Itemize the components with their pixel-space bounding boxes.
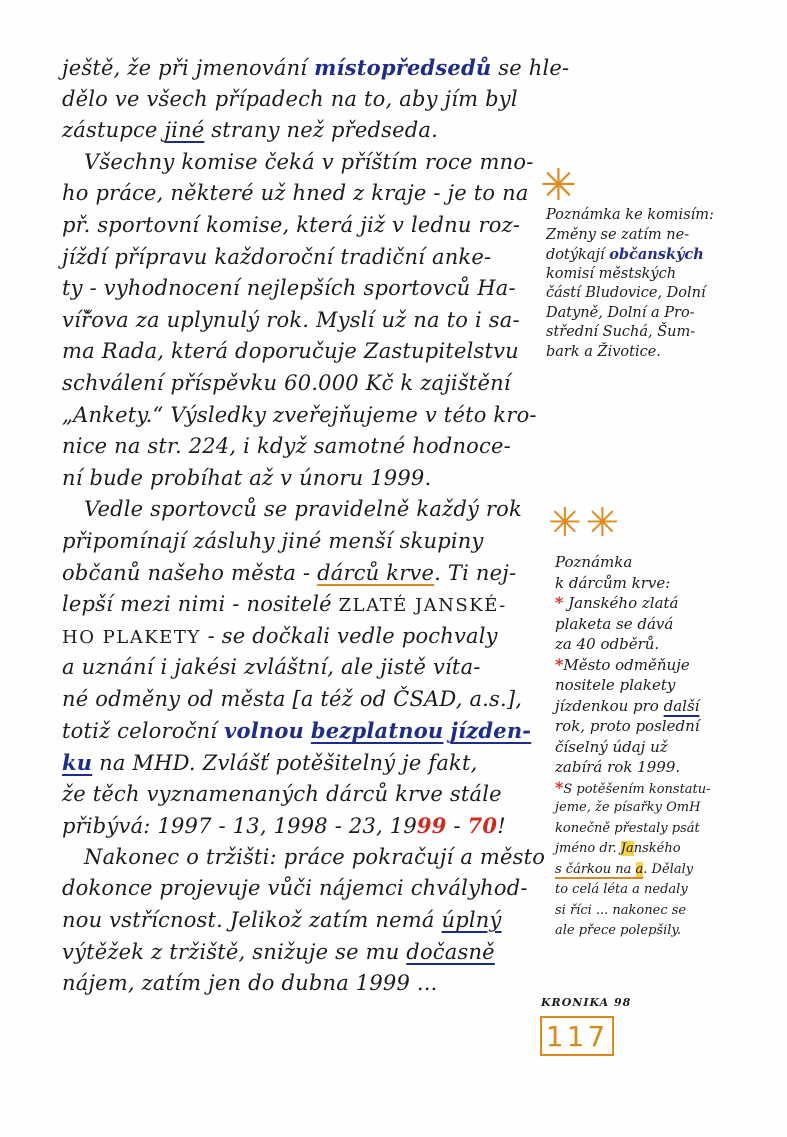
note-line: *Město odměňuje xyxy=(555,654,690,674)
page-number: 117 xyxy=(540,1016,614,1056)
note-line: Poznámka ke komisím: xyxy=(546,207,714,223)
highlighted-word: ku xyxy=(62,750,93,776)
margin-note-blood-donors xyxy=(555,552,780,942)
text-line: ještě, že při jmenování místopředsedů se hle- xyxy=(62,55,570,80)
text-line: ku na MHD. Zvlášť potěšitelný je fakt, xyxy=(62,750,478,776)
note-line: rok, proto poslední xyxy=(555,717,700,735)
highlighted-word: bezplatnou xyxy=(310,718,444,744)
red-asterisk-icon: * xyxy=(555,593,564,612)
text-line: totiž celoroční volnou bezplatnou jízden- xyxy=(62,718,532,744)
highlighted-word: občanských xyxy=(609,246,704,263)
highlighted-word: místopředsedů xyxy=(314,55,492,80)
highlighted-letters: Ja xyxy=(620,841,634,856)
highlighted-word: jízden- xyxy=(450,718,532,744)
text-line: připomínají zásluhy jiné menší skupiny xyxy=(62,528,484,553)
text-line: „Ankety.“ Výsledky zveřejňujeme v této kro- xyxy=(62,402,537,427)
note-line: nositele plakety xyxy=(555,676,676,694)
highlighted-letters: a xyxy=(635,861,644,877)
text-line: Vedle sportovců se pravidelně každý rok xyxy=(84,497,522,522)
note-line: k dárcům krve: xyxy=(555,573,671,592)
underlined-word: dočasně xyxy=(406,939,495,964)
text-line: schválení příspěvku 60.000 Kč k zajištění xyxy=(62,370,511,395)
text-line: a uznání i jakési zvláštní, ale jistě víta- xyxy=(62,655,481,680)
note-line: střední Suchá, Šum- xyxy=(546,324,696,340)
text-line: nou vstřícnost. Jelikož zatím nemá úplný xyxy=(62,908,502,933)
text-line: zástupce jiné strany než předseda. xyxy=(62,118,439,143)
main-text-column xyxy=(62,52,570,1000)
note-line: konečně přestaly psát xyxy=(555,820,700,836)
text-line: dokonce projevuje vůči nájemci chvályhod- xyxy=(62,876,528,901)
note-line: * Janského zlatá xyxy=(555,593,679,612)
underlined-word: úplný xyxy=(441,908,502,933)
text-line: Všechny komise čeká v příštím roce mno- xyxy=(84,149,534,174)
note-line: zabírá rok 1999. xyxy=(555,758,681,776)
text-line: ma Rada, která doporučuje Zastupitelstvu xyxy=(62,339,519,364)
note-line: si říci ... nakonec se xyxy=(555,902,687,918)
note-line: jméno dr. Janského xyxy=(555,841,681,856)
note-line: částí Bludovice, Dolní xyxy=(546,285,706,301)
text-line: nájem, zatím jen do dubna 1999 ... xyxy=(62,971,438,996)
text-line: ho práce, některé už hned z kraje - je to na xyxy=(62,181,529,206)
text-line: že těch vyznamenaných dárců krve stále xyxy=(62,781,502,806)
underlined-word: dárců krve xyxy=(317,560,435,585)
asterisk-icon: ✳ xyxy=(540,160,577,211)
note-line: s čárkou na a. Dělaly xyxy=(555,861,694,877)
note-line: Změny se zatím ne- xyxy=(546,226,690,243)
highlighted-word: volnou xyxy=(224,718,305,744)
note-line: to celá léta a nedaly xyxy=(555,882,688,897)
note-line: komisí městských xyxy=(546,265,677,282)
note-line: jeme, že písařky OmH xyxy=(555,800,701,815)
margin-note-commissions xyxy=(546,206,781,362)
note-line: *S potěšením konstatu- xyxy=(555,777,711,797)
note-line: číselný údaj už xyxy=(555,737,668,756)
note-line: ale přece polepšily. xyxy=(555,923,682,938)
text-line: nice na str. 224, i když samotné hodnoce- xyxy=(62,434,511,459)
text-line: lepší mezi nimi - nositelé ZLATÉ JANSKÉ- xyxy=(62,592,507,617)
note-line: jízdenkou pro další xyxy=(555,696,700,715)
note-line: Poznámka xyxy=(555,553,633,571)
note-line: bark a Životice. xyxy=(546,343,661,360)
underlined-word: další xyxy=(663,696,700,715)
red-number: 70 xyxy=(467,813,498,839)
chronicle-label: KRONIKA 98 xyxy=(541,996,632,1009)
caps-text: ZLATÉ JANSKÉ- xyxy=(338,595,507,617)
text-line: př. sportovní komise, která již v lednu roz- xyxy=(62,212,521,237)
text-line: né odměny od města [a též od ČSAD, a.s.], xyxy=(62,686,523,711)
caps-text: HO PLAKETY xyxy=(62,626,201,648)
note-line: za 40 odběrů. xyxy=(555,635,660,653)
red-asterisk-icon: * xyxy=(555,777,564,797)
text-line: jíždí přípravu každoroční tradiční anke- xyxy=(62,244,492,269)
double-asterisk-icon: ✳✳ xyxy=(548,500,624,546)
text-line: dělo ve všech případech na to, aby jím byl xyxy=(62,86,518,111)
red-asterisk-icon: * xyxy=(555,654,564,674)
note-line: plaketa se dává xyxy=(555,614,674,633)
text-line: HO PLAKETY - se dočkali vedle pochvaly xyxy=(62,623,498,648)
text-line: víř̌ova za uplynulý rok. Myslí už na to i sa- xyxy=(62,307,520,332)
note-line: dotýkají občanských xyxy=(546,246,704,263)
text-line: výtěžek z tržiště, snižuje se mu dočasně xyxy=(62,939,495,964)
text-line: občanů našeho města - dárců krve. Ti nej- xyxy=(62,560,517,585)
underlined-word: jiné xyxy=(164,118,205,143)
text-line: ní bude probíhat až v únoru 1999. xyxy=(62,465,432,490)
note-line: Datyně, Dolní a Pro- xyxy=(546,304,695,321)
red-number: 99 xyxy=(416,813,447,839)
text-line: Nakonec o tržišti: práce pokračují a město xyxy=(84,844,546,869)
text-line: přibývá: 1997 - 13, 1998 - 23, 1999 - 70! xyxy=(62,813,506,839)
text-line: ty - vyhodnocení nejlepších sportovců Ha- xyxy=(62,276,516,301)
